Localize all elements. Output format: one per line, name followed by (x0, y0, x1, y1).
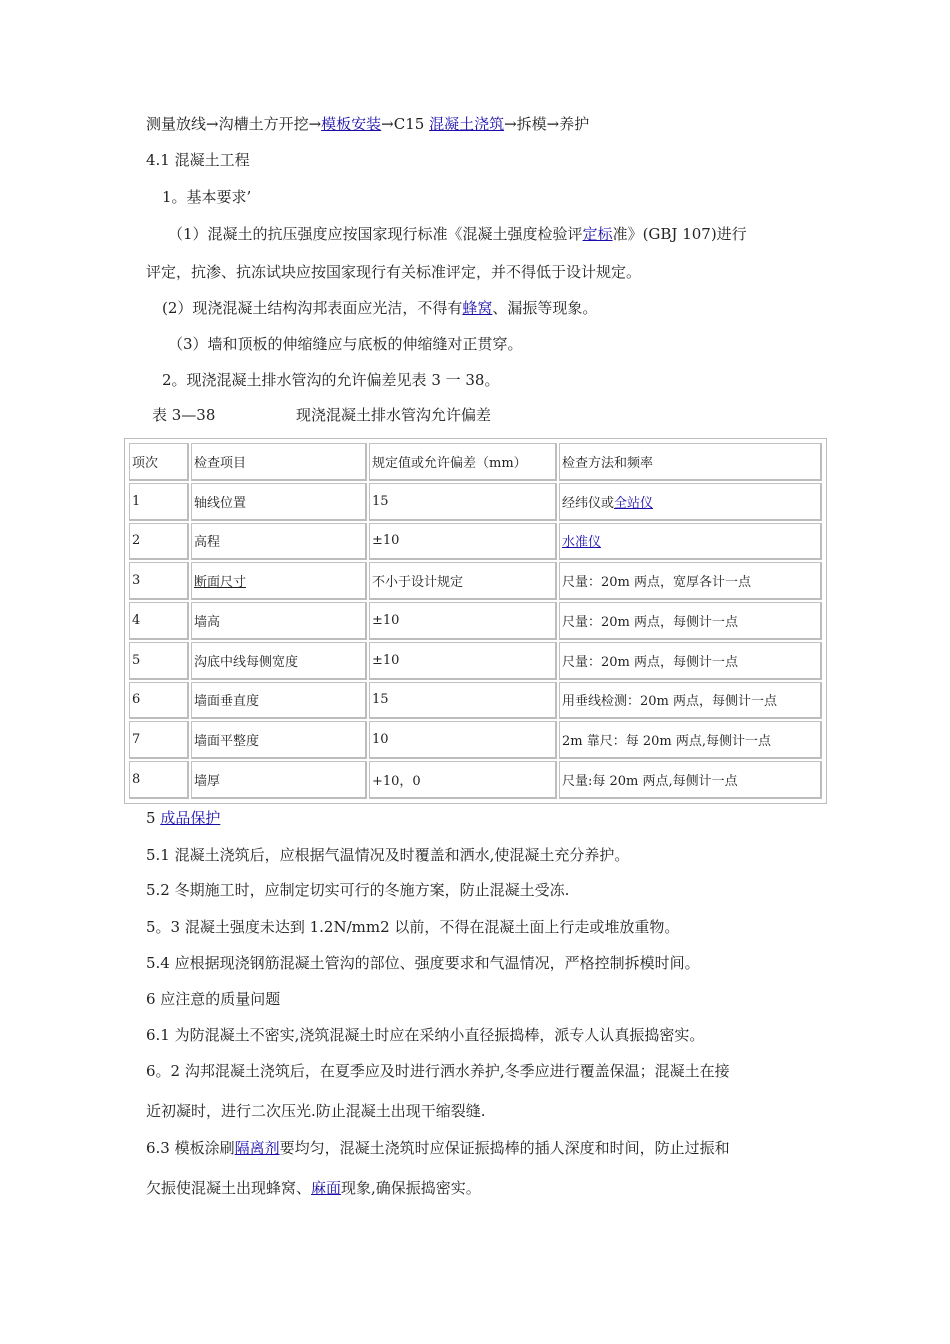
para-6-3-text-c: 欠振使混凝土出现蜂窝、 (146, 1179, 312, 1197)
para-1-line-a (168, 224, 747, 244)
process-flow-line (146, 114, 589, 134)
cell-method: 尺量：20m 两点，每侧计一点 (559, 602, 822, 640)
para-1-text-b: 准》(GBJ 107)进行 (612, 225, 747, 243)
total-station-link[interactable]: 全站仪 (614, 495, 654, 511)
cell-method (559, 523, 822, 561)
basic-requirements: 1。基本要求’ (162, 188, 252, 206)
release-agent-link[interactable]: 隔离剂 (234, 1139, 280, 1157)
table-header-row (129, 443, 822, 481)
cell-no: 2 (129, 523, 189, 561)
para-2-text-a: (2）现浇混凝土结构沟邦表面应光洁，不得有 (162, 299, 463, 317)
para-2-text-b: 、漏振等现象。 (492, 299, 598, 317)
para-2 (162, 298, 597, 318)
cell-tolerance: ±10 (369, 523, 557, 561)
para-6-2-line-b: 近初凝时，进行二次压光.防止混凝土出现干缩裂缝. (146, 1102, 486, 1120)
table-row (129, 682, 822, 720)
section-5-heading (146, 808, 220, 828)
table-row (129, 721, 822, 759)
table-number: 表 3—38 (152, 406, 216, 424)
cell-no: 1 (129, 483, 189, 521)
cell-item: 墙面垂直度 (191, 682, 367, 720)
para-4: 2。现浇混凝土排水管沟的允许偏差见表 3 一 38。 (162, 371, 500, 389)
para-5-3: 5。3 混凝土强度未达到 1.2N/mm2 以前，不得在混凝土面上行走或堆放重物。 (146, 918, 680, 936)
cell-item: 轴线位置 (191, 483, 367, 521)
heading-4-1: 4.1 混凝土工程 (146, 151, 250, 169)
para-6-3-text-a: 6.3 模板涂刷 (146, 1139, 235, 1157)
cell-method: 尺量：20m 两点，每侧计一点 (559, 642, 822, 680)
para-1-text-a: （1）混凝土的抗压强度应按国家现行标准《混凝土强度检验评 (168, 225, 583, 243)
table-title: 现浇混凝土排水管沟允许偏差 (296, 406, 492, 424)
cell-item: 墙高 (191, 602, 367, 640)
para-6-3-line-b (146, 1178, 481, 1198)
cell-method: 尺量:每 20m 两点,每侧计一点 (559, 761, 822, 799)
flow-text-2: →C15 (381, 115, 430, 133)
cell-tolerance: 15 (369, 483, 557, 521)
header-check-item: 检查项目 (191, 443, 367, 481)
table-row (129, 602, 822, 640)
header-item-no: 项次 (129, 443, 189, 481)
cell-no: 6 (129, 682, 189, 720)
para-5-1: 5.1 混凝土浇筑后，应根据气温情况及时覆盖和洒水,使混凝土充分养护。 (146, 846, 630, 864)
cell-method (559, 483, 822, 521)
para-6-3-line-a (146, 1138, 730, 1158)
table-row (129, 642, 822, 680)
cell-item: 沟底中线每侧宽度 (191, 642, 367, 680)
para-3: （3）墙和顶板的伸缩缝应与底板的伸缩缝对正贯穿。 (168, 335, 523, 353)
cell-no: 3 (129, 562, 189, 600)
standard-link[interactable]: 定标 (582, 225, 613, 243)
table-row (129, 562, 822, 600)
cell-item: 墙面平整度 (191, 721, 367, 759)
concrete-pouring-link[interactable]: 混凝土浇筑 (429, 115, 505, 133)
cell-no: 4 (129, 602, 189, 640)
cell-tolerance: ±10 (369, 602, 557, 640)
level-instrument-link[interactable]: 水准仪 (562, 535, 602, 551)
product-protection-link[interactable]: 成品保护 (160, 809, 221, 827)
cell-tolerance: +10，0 (369, 761, 557, 799)
header-method: 检查方法和频率 (559, 443, 822, 481)
flow-text-1: 测量放线→沟槽土方开挖→ (146, 115, 322, 133)
para-6-2-line-a: 6。2 沟邦混凝土浇筑后，在夏季应及时进行洒水养护,冬季应进行覆盖保温；混凝土在接 (146, 1062, 730, 1080)
para-6-1: 6.1 为防混凝土不密实,浇筑混凝土时应在采纳小直径振捣棒，派专人认真振捣密实。 (146, 1026, 705, 1044)
section-size-link[interactable]: 断面尺寸 (191, 562, 367, 600)
para-6-3-text-b: 要均匀，混凝土浇筑时应保证振捣棒的插人深度和时间，防止过振和 (279, 1139, 730, 1157)
para-1-line-b: 评定，抗渗、抗冻试块应按国家现行有关标准评定，并不得低于设计规定。 (146, 263, 642, 281)
cell-no: 5 (129, 642, 189, 680)
cell-no: 8 (129, 761, 189, 799)
para-6-3-text-d: 现象,确保振捣密实。 (341, 1179, 481, 1197)
cell-tolerance: ±10 (369, 642, 557, 680)
formwork-install-link[interactable]: 模板安装 (321, 115, 382, 133)
table-row (129, 483, 822, 521)
cell-method: 尺量：20m 两点，宽厚各计一点 (559, 562, 822, 600)
cell-tolerance: 15 (369, 682, 557, 720)
cell-method: 2m 靠尺：每 20m 两点,每侧计一点 (559, 721, 822, 759)
section-5-number: 5 (146, 809, 161, 827)
pitted-surface-link[interactable]: 麻面 (311, 1179, 342, 1197)
cell-tolerance: 10 (369, 721, 557, 759)
para-5-2: 5.2 冬期施工时，应制定切实可行的冬施方案，防止混凝土受冻. (146, 881, 570, 899)
method-text: 经纬仪或 (562, 495, 615, 511)
cell-item: 高程 (191, 523, 367, 561)
section-6-heading: 6 应注意的质量问题 (146, 990, 281, 1008)
tolerance-table (124, 438, 827, 804)
table-row (129, 761, 822, 799)
table-row (129, 523, 822, 561)
para-5-4: 5.4 应根据现浇钢筋混凝土管沟的部位、强度要求和气温情况，严格控制拆模时间。 (146, 954, 700, 972)
cell-item: 墙厚 (191, 761, 367, 799)
flow-text-3: →拆模→养护 (504, 115, 590, 133)
cell-tolerance: 不小于设计规定 (369, 562, 557, 600)
honeycomb-link[interactable]: 蜂窝 (462, 299, 493, 317)
cell-method: 用垂线检测：20m 两点，每侧计一点 (559, 682, 822, 720)
cell-no: 7 (129, 721, 189, 759)
header-tolerance: 规定值或允许偏差（mm） (369, 443, 557, 481)
